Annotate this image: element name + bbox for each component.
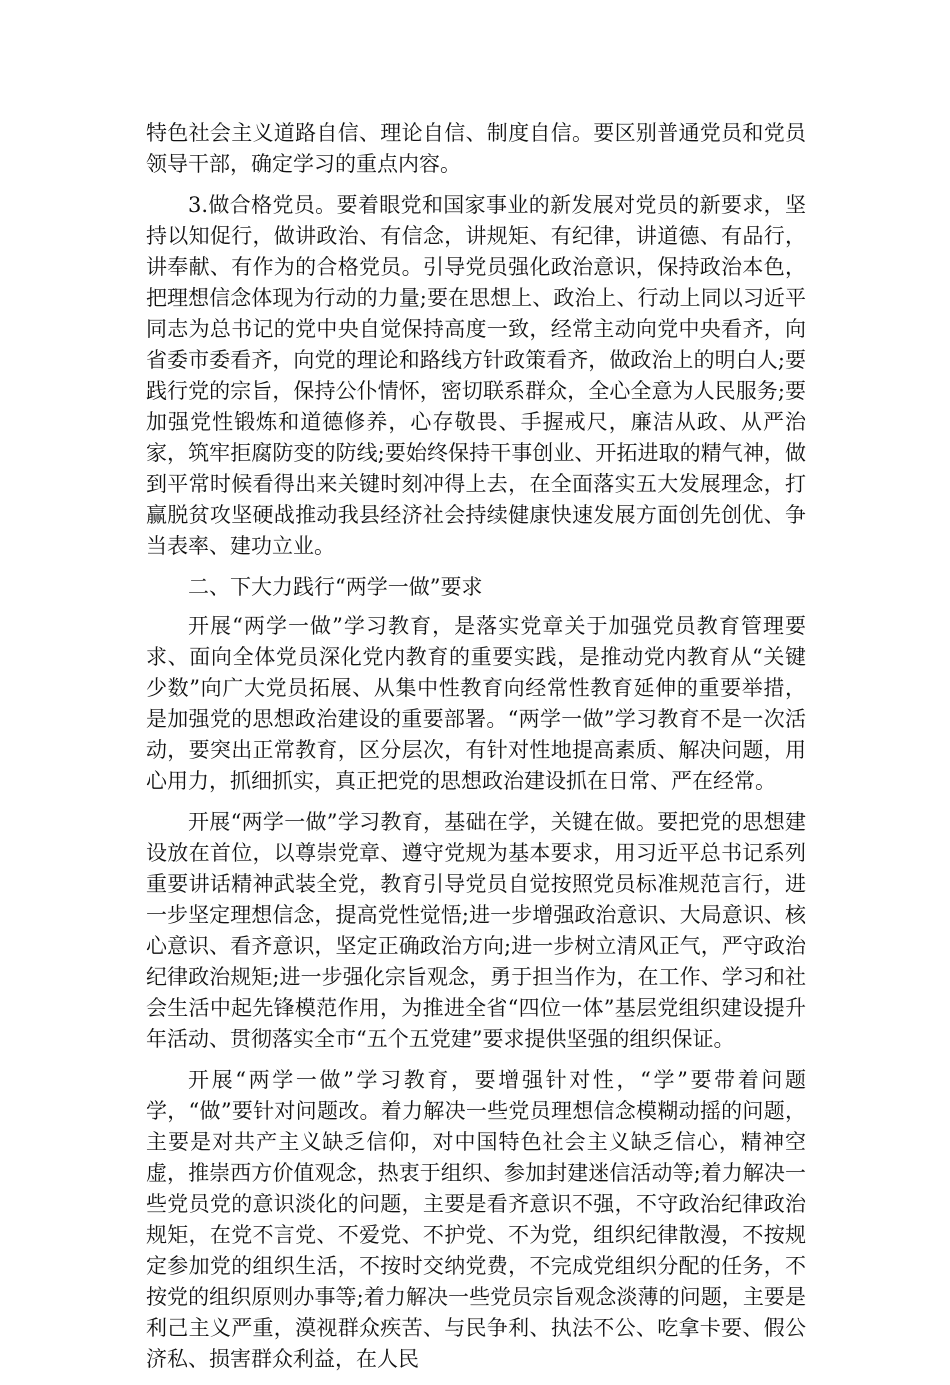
paragraph-5: 开展“两学一做”学习教育，要增强针对性，“学”要带着问题学，“做”要针对问题改。着力解决一些党员理想信念模糊动摇的问题，主要是对共产主义缺乏信仰，对中国特色社会主义缺乏信心，精神空虚，推崇西方价值观念，热衷于组织、参加封建迷信活动等;着力解决一些党员党的意识淡化的问题，主要是看齐意识不强，不守政治纪律政治规矩，在党不言党、不爱党、不护党、不为党，组织纪律散漫，不按规定参加党的组织生活，不按时交纳党费，不完成党组织分配的任务，不按党的组织原则办事等;着力解决一些党员宗旨观念淡薄的问题，主要是利己主义严重，漠视群众疾苦、与民争利、执法不公、吃拿卡要、假公济私、损害群众利益，在人民: [146, 1068, 806, 1371]
paragraph-3: 开展“两学一做”学习教育，是落实党章关于加强党员教育管理要求、面向全体党员深化党内教育的重要实践，是推动党内教育从“关键少数”向广大党员拓展、从集中性教育向经常性教育延伸的重要举措，是加强党的思想政治建设的重要部署。“两学一做”学习教育不是一次活动，要突出正常教育，区分层次，有针对性地提高素质、解决问题，用心用力，抓细抓实，真正把党的思想政治建设抓在日常、严在经常。: [146, 614, 806, 793]
paragraph-1: 特色社会主义道路自信、理论自信、制度自信。要区别普通党员和党员领导干部，确定学习的重点内容。: [146, 121, 806, 176]
paragraph-4: 开展“两学一做”学习教育，基础在学，关键在做。要把党的思想建设放在首位，以尊崇党章、遵守党规为基本要求，用习近平总书记系列重要讲话精神武装全党，教育引导党员自觉按照党员标准规范言行，进一步坚定理想信念，提高党性觉悟;进一步增强政治意识、大局意识、核心意识、看齐意识，坚定正确政治方向;进一步树立清风正气，严守政治纪律政治规矩;进一步强化宗旨观念，勇于担当作为，在工作、学习和社会生活中起先锋模范作用，为推进全省“四位一体”基层党组织建设提升年活动、贯彻落实全市“五个五党建”要求提供坚强的组织保证。: [146, 810, 806, 1051]
section-heading: 二、下大力践行“两学一做”要求: [188, 575, 483, 599]
paragraph-2: 3.做合格党员。要着眼党和国家事业的新发展对党员的新要求，坚持以知促行，做讲政治、有信念，讲规矩、有纪律，讲道德、有品行，讲奉献、有作为的合格党员。引导党员强化政治意识，保持政治本色，把理想信念体现为行动的力量;要在思想上、政治上、行动上同以习近平同志为总书记的党中央自觉保持高度一致，经常主动向党中央看齐，向省委市委看齐，向党的理论和路线方针政策看齐，做政治上的明白人;要践行党的宗旨，保持公仆情怀，密切联系群众，全心全意为人民服务;要加强党性锻炼和道德修养，心存敬畏、手握戒尺，廉洁从政、从严治家，筑牢拒腐防变的防线;要始终保持干事创业、开拓进取的精气神，做到平常时候看得出来关键时刻冲得上去，在全面落实五大发展理念，打赢脱贫攻坚硬战推动我县经济社会持续健康快速发展方面创先创优、争当表率、建功立业。: [146, 193, 806, 558]
document-page: [146, 118, 806, 1385]
